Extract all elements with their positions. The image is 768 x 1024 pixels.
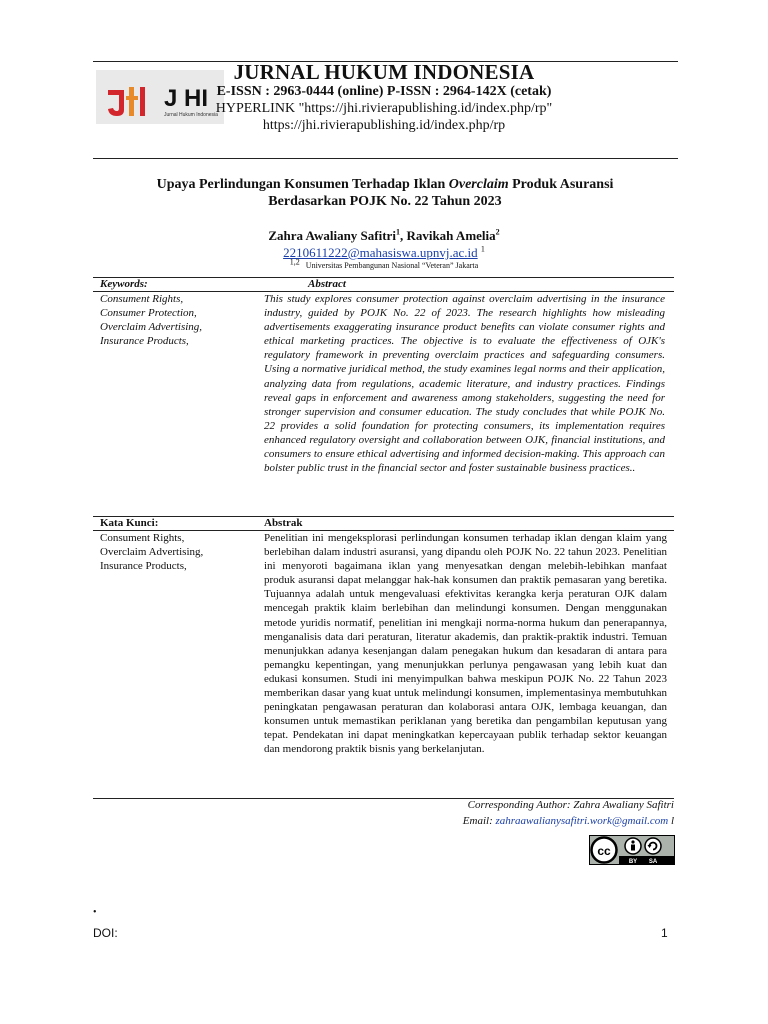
author-line [0,228,768,244]
license-sa-label: SA [648,859,658,865]
keyword-item: Insurance Products, [100,560,187,572]
abstrak-label: Abstrak [264,517,303,529]
hyperlink-field-code: HYPERLINK "https://jhi.rivierapublishing.id/index.php/rp" [215,101,553,116]
corresponding-name: Zahra Awaliany Safitri [573,799,674,811]
email-suffix: l [668,815,674,827]
journal-url[interactable]: https://jhi.rivierapublishing.id/index.php/rp [262,118,506,133]
corresponding-label: Corresponding Author: [467,799,574,811]
email-sup: 1 [480,244,485,254]
author-name: Ravikah Amelia [406,228,496,243]
author-separator: , [399,228,407,243]
affiliation [0,257,768,270]
logo-subtext: Jurnal Hukum Indonesia [164,112,218,118]
issn-line: E-ISSN : 2963-0444 (online) P-ISSN : 2964-142X (cetak) [216,84,552,99]
author-affil-sup: 2 [495,227,500,237]
author-affil-sup: 1 [395,227,400,237]
keyword-item: Overclaim Advertising, [100,546,204,558]
keyword-item: Consument Rights, [100,293,184,305]
corresponding-email [463,815,674,827]
author-email-link[interactable]: 2210611222@mahasiswa.upnvj.ac.id [283,245,478,260]
keywords-list [100,292,260,348]
logo-text: J HI [164,85,209,112]
title-italic-word: Overclaim [448,177,509,192]
page-number: 1 [661,926,668,940]
title-part: Upaya Perlindungan Konsumen Terhadap Iklan [156,177,449,192]
doi-label: DOI: [93,926,118,940]
journal-title: JURNAL HUKUM INDONESIA [233,60,535,84]
article-title [90,176,680,210]
keyword-item: Insurance Products, [100,335,189,347]
corresponding-author [468,799,674,811]
license-by-label: BY [628,859,638,865]
keywords-label: Keywords: [100,278,148,290]
author-name: Zahra Awaliany Safitri [268,228,396,243]
title-line-2: Berdasarkan POJK No. 22 Tahun 2023 [268,194,502,209]
author-email-line [0,245,768,261]
abstrak-indonesian: Penelitian ini mengeksplorasi perlindungan konsumen terhadap iklan dengan klaim yang berlebihan dalam industri asuransi, yang dipandu oleh POJK No. 22 tahun 2023. Penelitian ini menyoroti bagaimana iklan yang menyesatkan dengan melebih-lebihkan manfaat produk asuransi dapat melanggar hak-hak konsumen dan praktik pemasaran yang beretika. Tujuannya adalah untuk mengevaluasi efektivitas kerangka kerja peraturan OJK dalam mencegah praktik klaim berlebihan dan melindungi konsumen. Dengan menggunakan metode yuridis normatif, penelitian ini mengkaji norma-norma hukum dan penerapannya, menganalisis data dari peraturan, literatur akademis, dan praktik-praktik industri. Temuan menunjukkan adanya kesenjangan dalam penegakan hukum dan kesadaran di antara para pemangku kepentingan, yang menunjukkan perlunya pengawasan yang lebih kuat dan edukasi konsumen. Studi ini menyimpulkan bahwa meskipun POJK No. 22 Tahun 2023 memberikan dasar yang kuat untuk melindungi konsumen, implementasinya membutuhkan peningkatan pengawasan peraturan dan kolaborasi antara OJK, lembaga keuangan, dan konsumen untuk memastikan periklanan yang beretika dan pengambilan keputusan yang tepat. Pendekatan ini dapat meningkatkan kepercayaan publik terhadap sektor keuangan dan mendorong praktik bisnis yang berkelanjutan. [264,532,667,756]
abstract-english: This study explores consumer protection against overclaim advertising in the insurance industry, guided by POJK No. 22 of 2023. The research highlights how misleading advertisements exaggerating insurance product benefits can violate consumer rights and ethical marketing practices. The objective is to evaluate the effectiveness of OJK's regulatory framework in preventing overclaim practices and safeguarding consumers. Using a normative juridical method, the study examines legal norms and their application, analyzing data from regulations, academic literature, and industry practices. Findings reveal gaps in enforcement and awareness among stakeholders, suggesting the need for stronger supervision and consumer education. The study concludes that while POJK No. 22 provides a solid foundation for protecting consumers, its implementation requires enhanced regulatory oversight and collaboration between OJK, financial institutions, and consumers to ensure ethical advertising and informed decision-making. This approach can bolster public trust in the financial sector and foster sustainable business practices.. [264,293,665,475]
kata-kunci-top-rule [93,516,674,517]
keywords-top-rule [93,277,674,278]
footnote-bullet: • [93,907,97,918]
abstract-label: Abstract [308,278,346,290]
title-part: Produk Asuransi [508,177,614,192]
affiliation-text: Universitas Pembangunan Nasional “Veteran” Jakarta [305,261,479,270]
kata-kunci-list [100,531,260,573]
keyword-item: Overclaim Advertising, [100,321,203,333]
affiliation-sup: 1,2 [289,257,300,267]
corresponding-email-link[interactable]: zahraawalianysafitri.work@gmail.com [495,815,669,827]
cc-by-sa-icon[interactable] [589,835,675,870]
kata-kunci-label: Kata Kunci: [100,517,159,529]
header-bottom-rule [93,158,678,159]
keyword-item: Consumer Protection, [100,307,197,319]
svg-text:cc: cc [597,844,611,858]
keyword-item: Consument Rights, [100,532,185,544]
email-label: Email: [462,815,496,827]
